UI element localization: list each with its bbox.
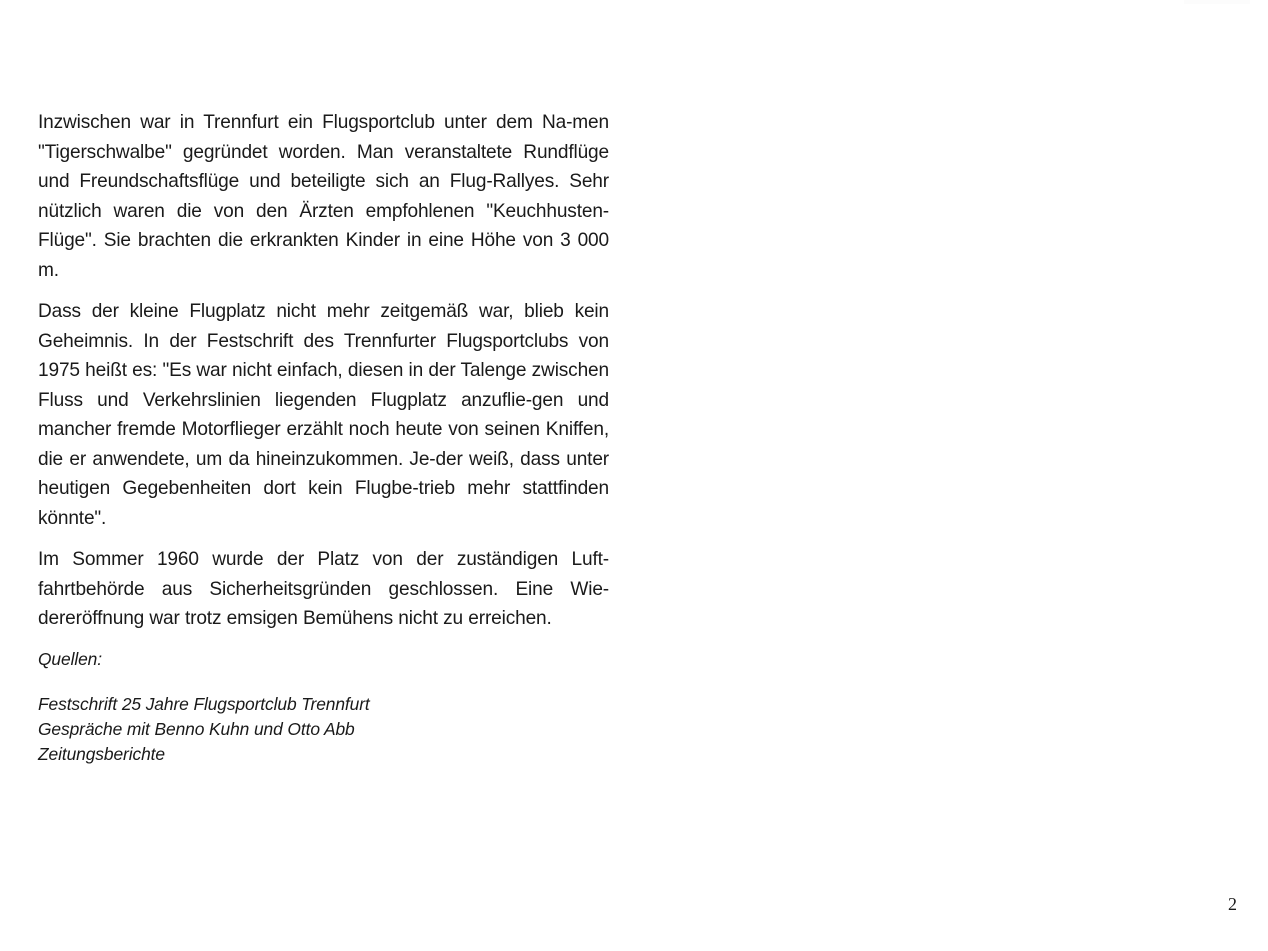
sources-list: [38, 692, 609, 768]
paragraph-flugsportclub: Inzwischen war in Trennfurt ein Flugsportclub unter dem Na-​men "Tigerschwalbe" gegründet worden. Man veranstaltete Rundflüge und Freundschaftsflüge und beteiligte sich an Flug-Rallyes. Sehr nützlich waren die von den Ärzten empfohlenen "Keuchhusten-Flüge". Sie brachten die erkrankten Kinder in eine Höhe von 3 000 m.: [38, 112, 609, 281]
source-item-gespraeche: Gespräche mit Benno Kuhn und Otto Abb: [38, 719, 355, 740]
scan-artifact: [1184, 0, 1250, 4]
body-text-column: [38, 108, 609, 634]
source-item-festschrift: Festschrift 25 Jahre Flugsportclub Trennfurt: [38, 694, 370, 714]
page-number: 2: [1228, 894, 1237, 914]
paragraph-festschrift-zitat: Dass der kleine Flugplatz nicht mehr zeitgemäß war, blieb kein Geheimnis. In der Festschrift des Trennfurter Flugsportclubs von 1975 heißt es: "Es war nicht einfach, diesen in der Talenge zwischen Fluss und Verkehrslinien liegenden Flugplatz anzuflie-​gen und mancher fremde Motorflieger erzählt noch heute von seinen Kniffen, die er anwendete, um da hineinzukommen. Je-​der weiß, dass unter heutigen Gegebenheiten dort kein Flugbe-​trieb mehr stattfinden könnte".: [38, 301, 609, 529]
sources-heading: Quellen:: [38, 649, 102, 669]
source-item-zeitungsberichte: Zeitungsberichte: [38, 744, 165, 765]
sources-block: [38, 648, 609, 768]
paragraph-schliessung-1960: Im Sommer 1960 wurde der Platz von der zuständigen Luft-​fahrtbehörde aus Sicherheitsgründen geschlossen. Eine Wie-​dereröffnung war trotz emsigen Bemühens nicht zu erreichen.: [38, 549, 609, 629]
